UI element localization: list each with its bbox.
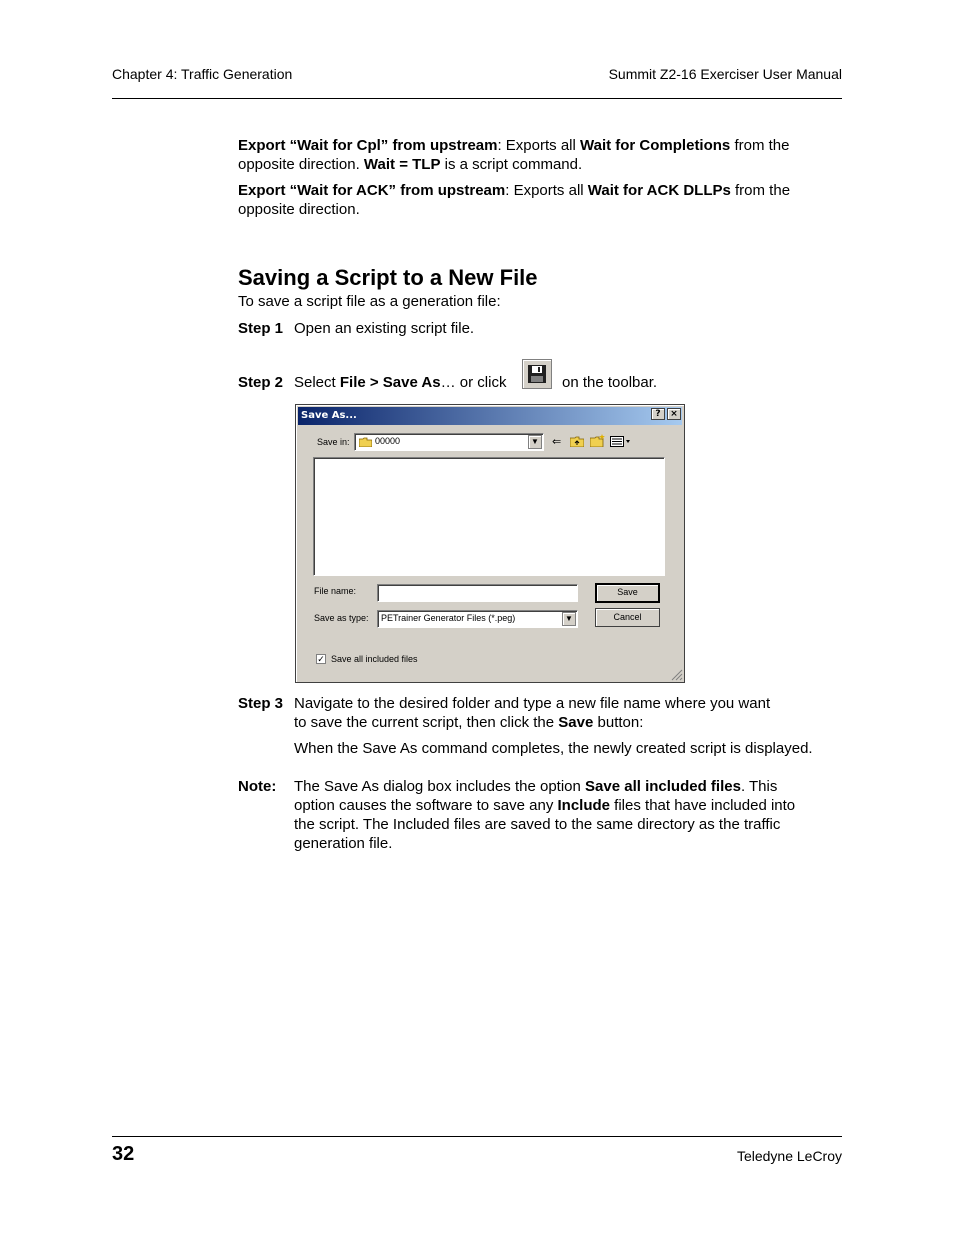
save-all-included-label: Save all included files [331, 654, 418, 664]
term-wait-tlp: Wait = TLP [363, 156, 441, 173]
text: is a script command. [440, 156, 583, 173]
new-folder-icon[interactable] [590, 434, 605, 447]
term-export-wait-ack: Export “Wait for ACK” from upstream [238, 182, 506, 199]
step-2-text [294, 373, 506, 392]
file-name-label: File name: [314, 586, 357, 596]
save-as-type-value: PETrainer Generator Files (*.peg) [381, 613, 516, 623]
save-as-type-label: Save as type: [314, 613, 369, 623]
chevron-down-icon[interactable]: ▼ [528, 435, 542, 449]
up-folder-icon[interactable] [570, 435, 584, 447]
text: opposite direction. [238, 156, 364, 173]
step-1-text: Open an existing script file. [294, 320, 475, 337]
dialog-title-bar [298, 407, 682, 425]
cancel-button[interactable]: Cancel [595, 608, 660, 627]
step-2-text-end: on the toolbar. [562, 374, 658, 391]
footer-company: Teledyne LeCroy [736, 1148, 842, 1164]
menu-path: File > Save As [339, 374, 441, 391]
term-save-all-included-files: Save all included files [585, 778, 741, 795]
text: … or click [440, 374, 507, 391]
paragraph-export-wait-cpl [238, 136, 838, 174]
chevron-down-icon[interactable]: ▼ [562, 612, 576, 626]
header-manual-title: Summit Z2-16 Exerciser User Manual [608, 66, 842, 82]
help-button[interactable]: ? [651, 408, 665, 420]
save-button[interactable]: Save [595, 583, 660, 603]
text: from the [730, 137, 790, 154]
folder-icon [359, 437, 372, 447]
paragraph-export-wait-ack [238, 181, 838, 219]
text: button: [593, 714, 644, 731]
step-2-label [238, 373, 283, 392]
note-label [238, 777, 276, 796]
file-name-input[interactable] [377, 584, 578, 602]
term-save: Save [558, 714, 594, 731]
header-rule [112, 98, 842, 99]
text: Navigate to the desired folder and type a new file name where you want [294, 695, 771, 712]
text: to save the current script, then click the [294, 714, 559, 731]
save-as-type-dropdown[interactable] [377, 610, 578, 628]
save-in-label: Save in: [317, 437, 350, 447]
text: from the [730, 182, 791, 199]
note-label-text: Note: [238, 778, 277, 795]
text: . This [740, 778, 778, 795]
step-label: Step 3 [238, 695, 284, 712]
section-title: Saving a Script to a New File [238, 265, 538, 290]
section-lead: To save a script file as a generation file: [238, 293, 501, 310]
step-3-text [294, 694, 854, 732]
text: files that have included into [610, 797, 796, 814]
note-text [294, 777, 854, 853]
header-chapter: Chapter 4: Traffic Generation [112, 66, 293, 82]
text: option causes the software to save any [294, 797, 558, 814]
view-menu-icon[interactable] [610, 436, 632, 447]
term-include: Include [557, 797, 611, 814]
term-wait-for-completions: Wait for Completions [580, 137, 731, 154]
save-in-dropdown[interactable] [354, 433, 544, 451]
text: : Exports all [497, 137, 580, 154]
term-export-wait-cpl: Export “Wait for Cpl” from upstream [238, 137, 498, 154]
text: The Save As dialog box includes the option [294, 778, 586, 795]
step-3-result: When the Save As command completes, the newly created script is displayed. [294, 740, 813, 757]
page-number: 32 [112, 1143, 135, 1165]
footer-rule [112, 1136, 842, 1137]
text: Select [294, 374, 340, 391]
save-in-value: 00000 [375, 436, 401, 446]
file-list[interactable] [313, 457, 665, 576]
step-3-label [238, 694, 283, 713]
text: : Exports all [505, 182, 588, 199]
text: the script. The Included files are saved to the same directory as the traffic [294, 816, 781, 833]
save-toolbar-icon [522, 359, 552, 389]
resize-grip-icon[interactable] [671, 669, 683, 681]
close-button[interactable]: × [667, 408, 681, 420]
text: opposite direction. [238, 201, 360, 218]
step-label: Step 2 [238, 374, 284, 391]
save-all-included-checkbox[interactable]: ✓ [317, 654, 325, 664]
floppy-disk-icon [523, 360, 551, 388]
dialog-title: Save As... [301, 410, 357, 421]
term-wait-for-ack-dllps: Wait for ACK DLLPs [587, 182, 731, 199]
back-arrow-icon[interactable]: ⇐ [552, 436, 562, 448]
step-1-label [238, 319, 283, 338]
text: generation file. [294, 835, 393, 852]
step-label: Step 1 [238, 320, 284, 337]
